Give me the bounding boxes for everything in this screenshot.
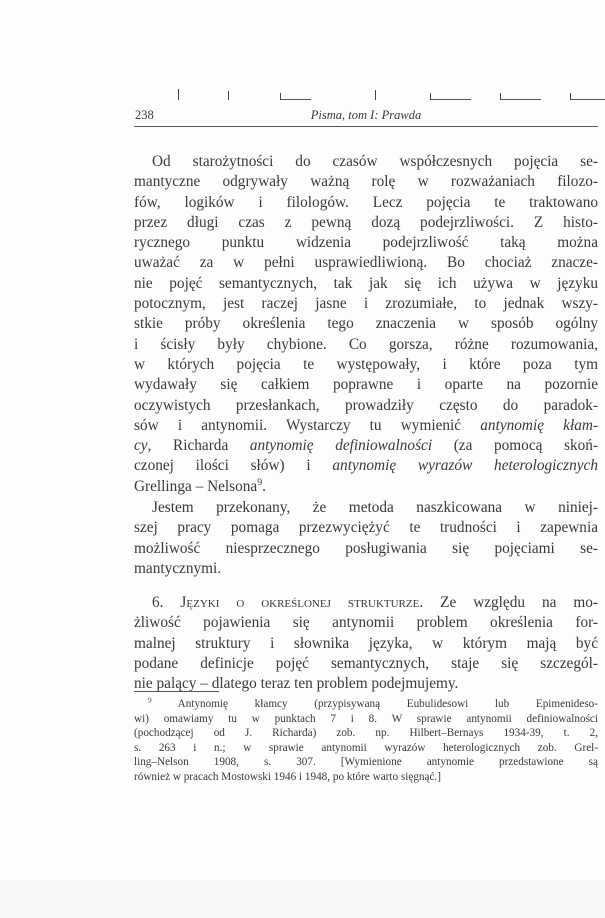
text-line xyxy=(134,726,598,741)
text-segment: oczywistych przesłankach, prowadziły często do paradok- xyxy=(134,396,598,414)
text-line xyxy=(134,634,598,654)
scan-mark xyxy=(375,90,376,100)
footnote-marker: 9 xyxy=(257,476,263,488)
text-line xyxy=(134,559,598,579)
text-line xyxy=(134,274,598,294)
text-segment: nie pojęć semantycznych, tak jak się ich używa w języku xyxy=(134,274,598,292)
text-segment: wi) omawiamy tu w punktach 7 i 8. W sprawie antynomii definiowalności xyxy=(134,712,598,725)
text-line xyxy=(134,654,598,674)
text-line xyxy=(134,770,598,785)
text-line xyxy=(134,416,598,436)
section-heading: Języki o określonej strukturze. xyxy=(180,594,424,611)
footnote xyxy=(134,697,598,785)
text-segment: również w pracach Mostowski 1946 i 1948, po które warto sięgnąć.] xyxy=(134,770,441,783)
scan-margin-marks xyxy=(110,88,605,100)
scan-mark xyxy=(178,89,179,100)
text-line xyxy=(134,436,598,456)
text-line xyxy=(134,741,598,756)
text-line xyxy=(134,396,598,416)
text-segment: (pochodzącej od J. Richarda) zob. np. Hilbert–Bernays 1934-39, t. 2, xyxy=(134,727,598,740)
text-segment: uważać za w pełni usprawiedliwioną. Bo chociaż znacze- xyxy=(134,254,598,272)
text-segment: żliwość pojawienia się antynomii problem określenia for- xyxy=(134,614,598,632)
text-segment: i ścisły były chybione. Co gorsza, różne rozumowania, xyxy=(134,335,598,353)
footnote-marker: 9 xyxy=(148,696,152,705)
text-line xyxy=(134,498,598,518)
text-segment: sów i antynomii. Wystarczy tu wymienić xyxy=(134,416,481,434)
text-line xyxy=(134,539,598,559)
text-segment: Grellinga – Nelsona xyxy=(134,477,258,495)
text-line xyxy=(134,477,598,497)
text-segment: rycznego punktu widzenia podejrzliwość taką można xyxy=(134,234,598,252)
section-6-paragraph xyxy=(134,593,598,694)
italic-term: antynomię kłam- xyxy=(480,416,599,434)
scan-mark xyxy=(430,93,471,100)
scan-mark xyxy=(570,93,605,100)
text-segment: mantyczne odgrywały ważną rolę w rozważaniach filozo- xyxy=(134,173,598,191)
page-number: 238 xyxy=(135,108,154,122)
text-segment: wydawały się całkiem poprawne i oparte na pozornie xyxy=(134,376,598,394)
text-line xyxy=(134,755,598,770)
italic-term: cy xyxy=(134,437,148,455)
text-segment: Antynomię kłamcy (przypisywaną Eubulidesowi lub Epimenideso- xyxy=(151,698,598,710)
text-segment: możliwość niesprzecznego posługiwania się pojęciami se- xyxy=(134,539,598,557)
text-line xyxy=(134,253,598,273)
text-line xyxy=(134,314,598,334)
text-segment: Od starożytności do czasów współczesnych pojęcia se- xyxy=(152,153,598,170)
text-line xyxy=(134,712,598,727)
text-segment: 6. xyxy=(152,594,181,611)
text-line xyxy=(134,335,598,355)
italic-term: antynomię definiowalności xyxy=(249,437,433,455)
text-line xyxy=(134,294,598,314)
text-segment: szej pracy pomaga przezwyciężyć te trudności i zapewnia xyxy=(134,519,598,537)
italic-term: antynomię wyrazów heterologicznych xyxy=(332,457,598,475)
text-line xyxy=(134,193,598,213)
text-line xyxy=(134,697,598,712)
text-segment: (za pomocą skoń- xyxy=(432,437,599,455)
text-segment: stkie próby określenia tego znaczenia w sposób ogólny xyxy=(134,315,598,333)
paragraph-intro xyxy=(134,152,598,497)
text-segment: Jestem przekonany, że metoda naszkicowana w niniej- xyxy=(152,499,598,516)
text-segment: nie palący – dlatego teraz ten problem podejmujemy. xyxy=(134,675,459,693)
scan-mark xyxy=(228,91,229,100)
text-segment: mantycznymi. xyxy=(134,559,222,577)
text-segment: podane definicje pojęć semantycznych, staje się szczegól- xyxy=(134,654,598,672)
running-header xyxy=(134,106,598,127)
text-line xyxy=(134,213,598,233)
text-line xyxy=(134,172,598,192)
text-line xyxy=(134,593,598,613)
footnote-rule xyxy=(134,691,219,692)
text-line xyxy=(134,613,598,633)
text-segment: malnej struktury i słownika języka, w którym mają być xyxy=(134,634,598,652)
scan-mark xyxy=(280,93,311,100)
text-line xyxy=(134,355,598,375)
text-line xyxy=(134,456,598,476)
text-segment: s. 263 i n.; w sprawie antynomii wyrazów heterologicznych zob. Grel- xyxy=(134,741,598,754)
text-segment: . xyxy=(262,477,266,495)
text-segment: potocznym, jest raczej jasne i zrozumiałe, to jednak wszy- xyxy=(134,295,598,313)
running-title: Pisma, tom I: Prawda xyxy=(310,108,422,122)
text-segment: przez długi czas z pewną dozą podejrzliwości. Z histo- xyxy=(134,213,598,231)
text-line xyxy=(134,375,598,395)
scan-mark xyxy=(500,93,541,100)
paragraph-conviction xyxy=(134,498,598,579)
text-line xyxy=(134,518,598,538)
text-segment: w których pojęcia te występowały, i które poza tym xyxy=(134,355,598,373)
text-line xyxy=(134,233,598,253)
text-segment: czonej ilości słów) i xyxy=(134,457,333,475)
text-segment: Ze względu na mo- xyxy=(423,594,598,611)
text-segment: ling–Nelson 1908, s. 307. [Wymienione antynomie przedstawione są xyxy=(134,756,598,769)
text-line xyxy=(134,152,598,172)
text-segment: fów, logików i filologów. Lecz pojęcia te traktowano xyxy=(134,193,598,211)
text-segment: , Richarda xyxy=(147,437,250,455)
